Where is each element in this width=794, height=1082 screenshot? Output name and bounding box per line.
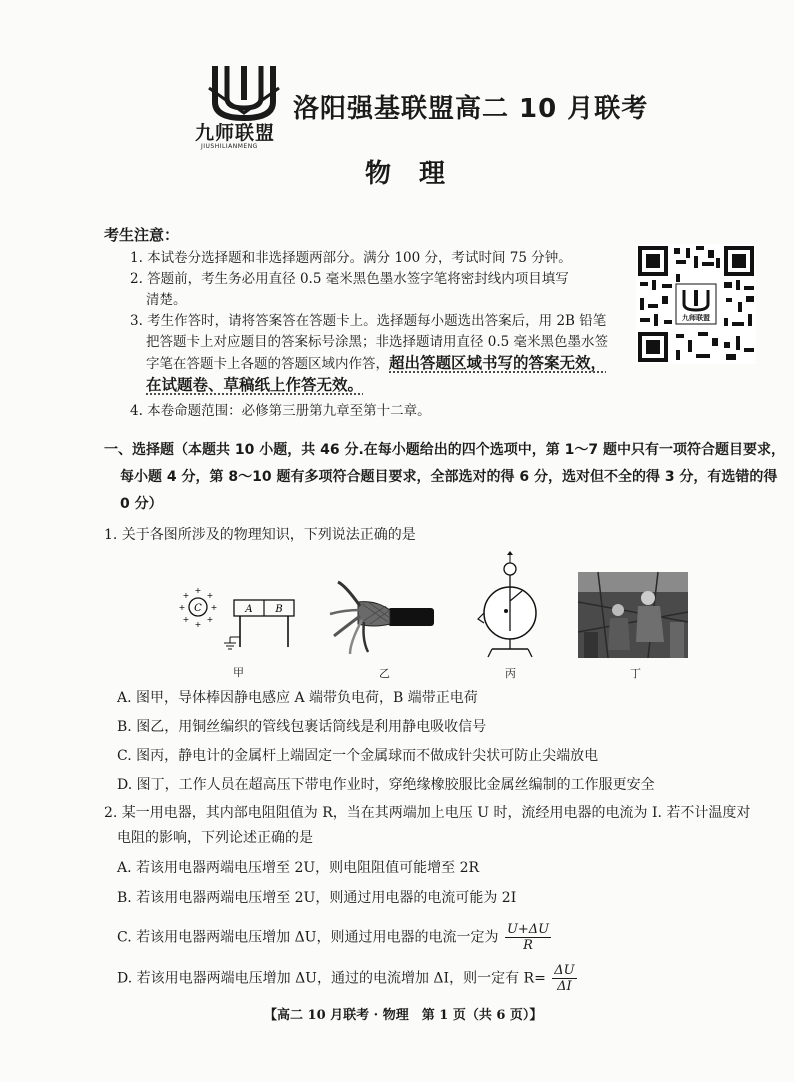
q2-option-c-text: C. 若该用电器两端电压增加 ΔU，则通过用电器的电流一定为: [117, 929, 499, 946]
notice-item-2-line2: 清楚。: [146, 292, 187, 308]
notice-item-4: 4. 本卷命题范围：必修第三册第九章至第十二章。: [130, 403, 431, 419]
svg-text:+: +: [182, 591, 190, 600]
q2-stem-line2: 电阻的影响，下列论述正确的是: [117, 830, 313, 846]
logo-subtext: JIUSHILIANMENG: [201, 143, 258, 150]
q2-option-a: A. 若该用电器两端电压增至 2U，则电阻阻值可能增至 2R: [117, 860, 480, 876]
fig-label-a: A: [245, 604, 253, 615]
qr-logo-text: 九师联盟: [682, 314, 710, 322]
q1-option-a: A. 图甲，导体棒因静电感应 A 端带负电荷，B 端带正电荷: [117, 690, 478, 706]
figure-bing-electroscope: [470, 551, 550, 661]
section-1-line3: 0 分）: [120, 496, 163, 512]
q1-option-b: B. 图乙，用铜丝编织的管线包裹话筒线是利用静电吸收信号: [117, 719, 487, 735]
q2-option-b: B. 若该用电器两端电压增至 2U，则通过用电器的电流可能为 2I: [117, 890, 517, 906]
notice-item-3-line3-text: 字笔在答题卡上各题的答题区域内作答，: [146, 356, 389, 372]
svg-text:+: +: [178, 603, 186, 612]
notice-emphasis-2: 在试题卷、草稿纸上作答无效。: [146, 376, 364, 394]
q1-stem: 1. 关于各图所涉及的物理知识，下列说法正确的是: [104, 527, 416, 543]
q2-option-c-fraction: [505, 922, 551, 953]
svg-text:+: +: [182, 615, 190, 624]
svg-text:+: +: [194, 586, 202, 595]
logo-text: 九师联盟: [195, 122, 276, 144]
fig-label-b: B: [275, 604, 283, 615]
notice-item-3-line1: 3. 考生作答时，请将答案答在答题卡上。选择题每小题选出答案后，用 2B 铅笔: [130, 313, 607, 329]
subject-title: 物理: [365, 159, 474, 189]
q2-option-d: [117, 963, 577, 994]
q2-stem-line1: 2. 某一用电器，其内部电阻阻值为 R，当在其两端加上电压 U 时，流经用电器的电流为 I. 若不计温度对: [104, 805, 751, 821]
figure-yi-caption: 乙: [379, 667, 390, 680]
section-1-line2: 每小题 4 分，第 8～10 题有多项符合题目要求，全部选对的得 6 分，选对但不全的得 3 分，有选错的得: [120, 469, 778, 485]
notice-item-2-line1: 2. 答题前，考生务必用直径 0.5 毫米黑色墨水签字笔将密封线内项目填写: [130, 271, 569, 287]
q2-option-d-numerator: ΔU: [554, 963, 575, 978]
q2-option-c-denominator: R: [523, 938, 533, 953]
q1-option-d: D. 图丁，工作人员在超高压下带电作业时，穿绝缘橡胶服比金属丝编制的工作服更安全: [117, 777, 655, 793]
figure-ding-caption: 丁: [630, 667, 641, 680]
notice-item-3-line2: 把答题卡上对应题目的答案标号涂黑；非选择题请用直径 0.5 毫米黑色墨水签: [146, 334, 609, 350]
q1-option-c: C. 图丙，静电计的金属杆上端固定一个金属球而不做成针尖状可防止尖端放电: [117, 748, 599, 764]
figure-jia: [176, 585, 296, 655]
figure-yi: [328, 580, 438, 660]
q2-option-d-text: D. 若该用电器两端电压增加 ΔU，通过的电流增加 ΔI，则一定有 R=: [117, 970, 546, 987]
page-footer: 【高二 10 月联考 · 物理 第 1 页（共 6 页）】: [264, 1008, 543, 1023]
svg-text:+: +: [206, 591, 214, 600]
fig-label-c: C: [194, 603, 202, 614]
q2-option-d-fraction: [552, 963, 576, 994]
exam-title: 洛阳强基联盟高二 10 月联考: [293, 94, 649, 124]
notice-emphasis-1: 超出答题区域书写的答案无效，: [389, 354, 607, 372]
notice-item-1: 1. 本试卷分选择题和非选择题两部分。满分 100 分，考试时间 75 分钟。: [130, 250, 572, 266]
notice-item-3-line4: [146, 375, 363, 396]
figure-ding-photo: [578, 572, 688, 658]
figure-jia-caption: 甲: [233, 666, 244, 679]
figure-bing-caption: 丙: [505, 667, 516, 680]
notice-heading: 考生注意：: [104, 226, 180, 244]
q2-option-c-numerator: U+ΔU: [506, 922, 550, 937]
svg-text:+: +: [206, 615, 214, 624]
notice-item-3-line3: [146, 353, 606, 374]
svg-text:+: +: [194, 620, 202, 629]
section-1-line1: 一、选择题（本题共 10 小题，共 46 分.在每小题给出的四个选项中，第 1～7 题中只有一项符合题目要求，: [104, 442, 786, 458]
q2-option-c: [117, 922, 551, 953]
q2-option-d-denominator: ΔI: [557, 979, 572, 994]
svg-text:+: +: [210, 603, 218, 612]
qr-code-icon: [636, 244, 756, 364]
